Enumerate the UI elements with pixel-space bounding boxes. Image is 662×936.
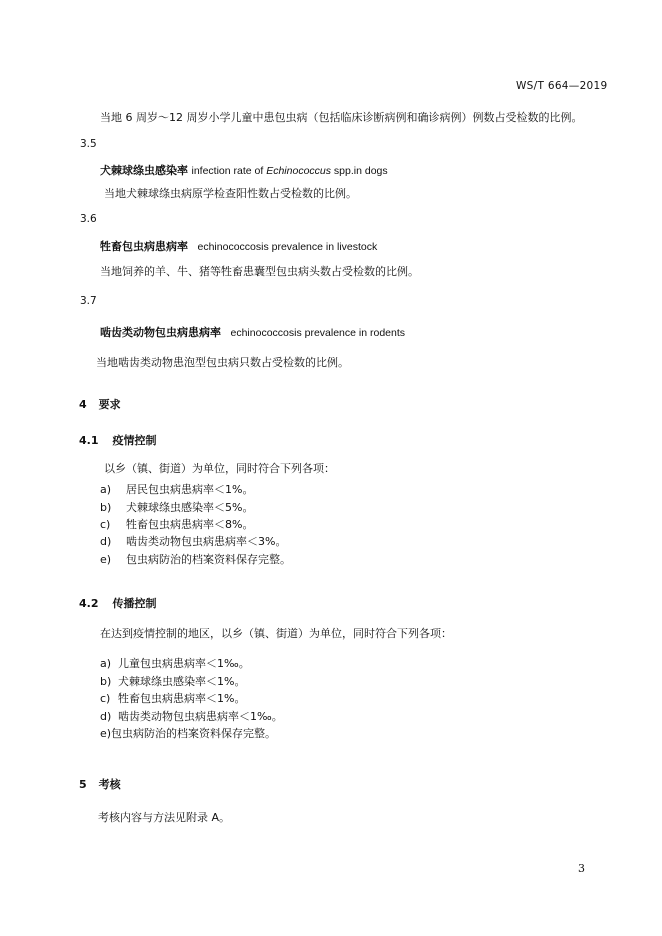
section-title: 要求 [98,398,121,411]
list-text: 犬棘球绦虫感染率＜1%。 [118,675,246,688]
section-text: 考核内容与方法见附录 A。 [98,811,231,824]
list-text: 犬棘球绦虫感染率＜5%。 [126,501,254,514]
list-text: 儿童包虫病患病率＜1‰。 [118,657,250,670]
term-en-suffix: spp.in dogs [331,165,388,177]
definition-text: 当地饲养的羊、牛、猪等牲畜患囊型包虫病头数占受检数的比例。 [100,265,419,278]
page-number: 3 [578,862,585,875]
document-code: WS/T 664—2019 [516,80,608,92]
list-item [100,516,253,532]
list-intro: 在达到疫情控制的地区，以乡（镇、街道）为单位，同时符合下列各项： [100,627,452,640]
term-zh: 啮齿类动物包虫病患病率 [100,326,221,339]
list-label: b) [100,675,112,688]
list-label: d) [100,535,112,548]
list-intro: 以乡（镇、街道）为单位，同时符合下列各项： [104,462,335,475]
list-item [100,725,276,741]
term-en-prefix: infection rate of [191,165,267,177]
list-label: c) [100,692,111,705]
list-item [100,708,283,724]
section-title: 考核 [98,778,121,791]
list-text: e)包虫病防治的档案资料保存完整。 [100,727,277,740]
definition-text: 当地 6 周岁～12 周岁小学儿童中患包虫病（包括临床诊断病例和确诊病例）例数占受检数的比例。 [100,111,583,124]
list-text: 牲畜包虫病患病率＜1%。 [118,692,246,705]
term-3-6 [100,238,377,254]
subsection-title: 疫情控制 [112,434,157,447]
list-text: 啮齿类动物包虫病患病率＜3%。 [126,535,287,548]
subsection-title: 传播控制 [112,597,157,610]
list-item [100,655,250,671]
term-3-7 [100,324,405,340]
subsection-number: 4.2 [79,597,99,610]
term-en-italic: Echinococcus [266,165,332,177]
clause-number: 3.6 [80,213,97,225]
subsection-heading-4-1 [79,432,157,448]
section-heading-5 [79,776,121,792]
term-en: echinococcosis prevalence in livestock [197,241,378,253]
list-text: 啮齿类动物包虫病患病率＜1‰。 [118,710,283,723]
list-label: d) [100,710,112,723]
list-label: a) [100,657,112,670]
list-item [100,673,245,689]
list-item [100,551,291,567]
subsection-heading-4-2 [79,595,157,611]
term-3-5 [100,162,388,178]
subsection-number: 4.1 [79,434,99,447]
section-heading-4 [79,396,121,412]
list-item [100,690,245,706]
clause-number: 3.5 [80,138,97,150]
list-text: 包虫病防治的档案资料保存完整。 [126,553,291,566]
term-en: echinococcosis prevalence in rodents [230,327,406,339]
list-label: c) [100,518,111,531]
section-number: 4 [79,398,87,411]
list-label: e) [100,553,112,566]
clause-number: 3.7 [80,295,97,307]
list-item [100,533,286,549]
list-item [100,499,253,515]
term-en [192,165,388,177]
list-label: a) [100,483,112,496]
term-zh: 牲畜包虫病患病率 [100,240,188,253]
section-number: 5 [79,778,87,791]
term-zh: 犬棘球绦虫感染率 [100,164,188,177]
list-text: 牲畜包虫病患病率＜8%。 [126,518,254,531]
list-item [100,481,253,497]
list-label: b) [100,501,112,514]
definition-text: 当地犬棘球绦虫病原学检查阳性数占受检数的比例。 [104,187,357,200]
definition-text: 当地啮齿类动物患泡型包虫病只数占受检数的比例。 [96,356,349,369]
list-text: 居民包虫病患病率＜1%。 [126,483,254,496]
